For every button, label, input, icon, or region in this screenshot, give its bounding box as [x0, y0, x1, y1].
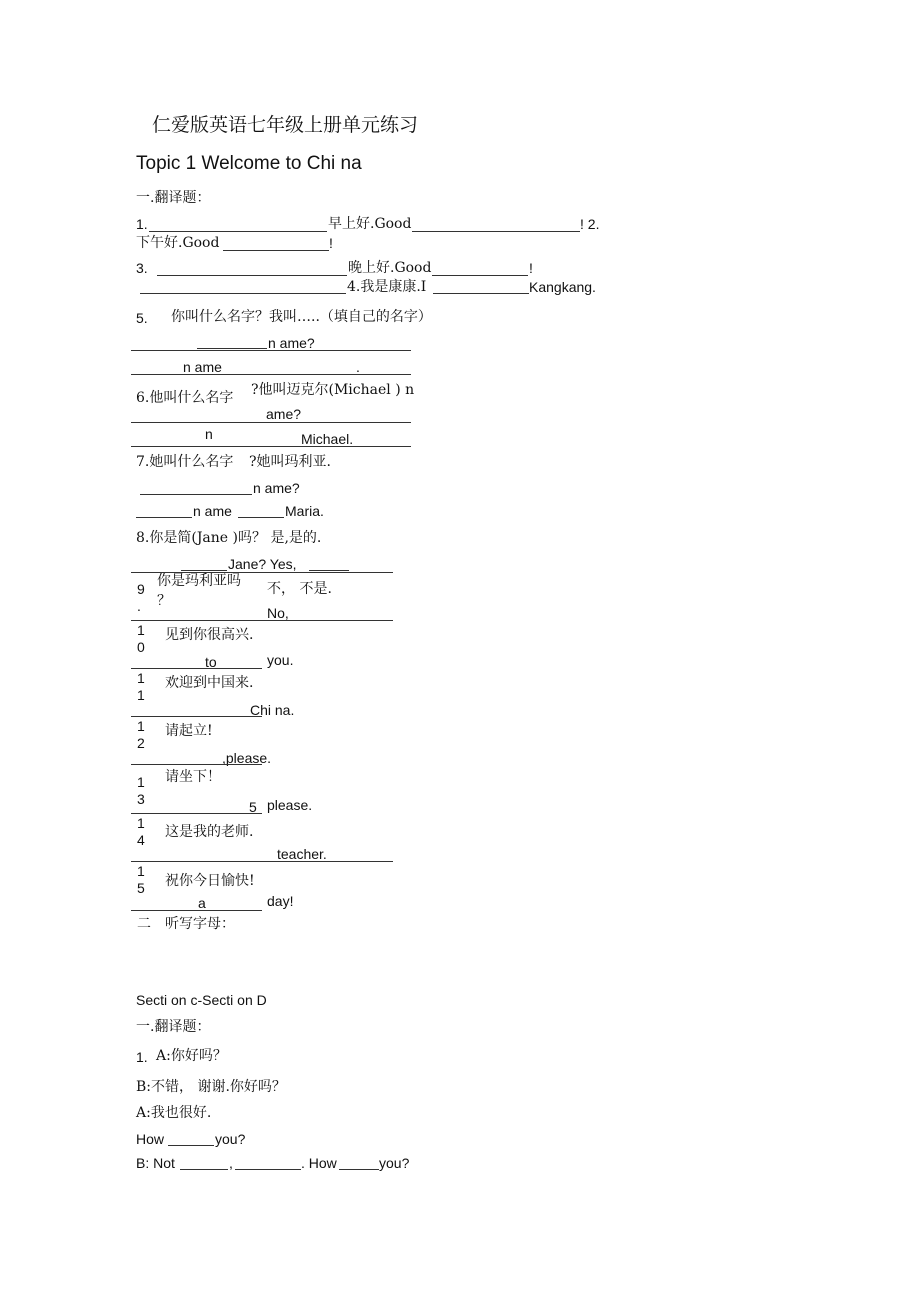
answer-blank[interactable] — [180, 1169, 228, 1170]
question-text: 祝你今日愉快! — [165, 873, 255, 889]
answer-text: Maria. — [285, 503, 324, 519]
answer-text: n ame? — [253, 480, 300, 496]
table-rule — [131, 422, 411, 423]
question-number: 1 — [137, 774, 145, 790]
dialogue-line: . How — [301, 1155, 337, 1171]
table-rule — [131, 374, 411, 375]
section-number: 二 — [137, 916, 151, 932]
section-heading-dictation: 听写字母： — [165, 916, 235, 932]
question-number: 1 — [137, 863, 145, 879]
answer-text: Jane? Yes, — [228, 556, 297, 572]
answer-blank[interactable] — [339, 1169, 379, 1170]
answer-blank[interactable] — [309, 570, 349, 571]
question-number: 1 — [137, 687, 145, 703]
section-heading-translation: 一.翻译题： — [136, 190, 211, 206]
answer-text: a — [198, 895, 206, 911]
table-rule — [131, 861, 393, 862]
dialogue-line: B: Not — [136, 1155, 175, 1171]
answer-blank[interactable] — [181, 570, 227, 571]
question-text: 不， 不是. — [267, 581, 332, 597]
table-rule — [131, 813, 262, 814]
question-text: ame? — [266, 406, 302, 422]
answer-blank[interactable] — [168, 1145, 214, 1146]
question-number: 1. — [136, 1049, 148, 1065]
question-number: 5. — [136, 310, 148, 326]
answer-blank[interactable] — [197, 348, 267, 349]
answer-text: you. — [267, 652, 294, 668]
question-text: 7.她叫什么名字 — [136, 454, 234, 470]
answer-text: . — [356, 359, 360, 375]
question-number: 4 — [137, 832, 145, 848]
question-number: 3 — [137, 791, 145, 807]
question-number: 0 — [137, 639, 145, 655]
question-text: 欢迎到中国来. — [165, 675, 254, 691]
section-title: Secti on c-Secti on D — [136, 992, 267, 1008]
question-text: ?她叫玛利亚. — [249, 454, 331, 470]
answer-text: n ame — [183, 359, 222, 375]
answer-blank[interactable] — [157, 275, 347, 276]
question-number: 2 — [137, 735, 145, 751]
table-rule — [131, 668, 262, 669]
answer-blank[interactable] — [140, 293, 346, 294]
answer-text: 5 — [249, 799, 257, 815]
question-text: 见到你很高兴. — [165, 627, 254, 643]
question-text: 下午好.Good — [136, 235, 220, 251]
answer-text: please. — [267, 797, 313, 813]
question-text: 你叫什么名字？我叫…..（填自己的名字） — [171, 309, 432, 325]
answer-text: Chi na. — [250, 702, 295, 718]
answer-blank[interactable] — [235, 1169, 301, 1170]
answer-text: teacher. — [277, 846, 327, 862]
topic-title: Topic 1 Welcome to Chi na — [136, 153, 362, 174]
answer-text: day! — [267, 893, 294, 909]
answer-blank[interactable] — [149, 231, 327, 232]
question-text: ! 2. — [580, 216, 600, 232]
answer-blank[interactable] — [433, 293, 529, 294]
question-text: 早上好.Good — [328, 216, 412, 232]
dialogue-line: you? — [215, 1131, 246, 1147]
question-number: 1. — [136, 216, 148, 232]
question-text: 请坐下！ — [165, 769, 221, 785]
answer-blank[interactable] — [140, 494, 252, 495]
answer-blank[interactable] — [412, 231, 580, 232]
dialogue-line: , — [229, 1155, 233, 1171]
question-text: ! — [529, 260, 533, 276]
table-rule — [131, 910, 262, 911]
question-text: 请起立! — [165, 723, 213, 739]
question-text: 你是玛利亚吗 — [157, 573, 241, 589]
question-text: 晚上好.Good — [348, 260, 432, 276]
question-number: 3. — [136, 260, 148, 276]
dialogue-line: A:我也很好. — [136, 1105, 212, 1121]
table-rule — [131, 350, 411, 351]
question-number: . — [137, 598, 141, 614]
document-title: 仁爱版英语七年级上册单元练习 — [152, 114, 419, 136]
question-text: Kangkang. — [529, 279, 596, 295]
question-number: 1 — [137, 718, 145, 734]
answer-text: Michael. — [301, 431, 354, 447]
dialogue-line: How — [136, 1131, 165, 1147]
section-heading-translation: 一.翻译题： — [136, 1019, 211, 1035]
answer-blank[interactable] — [223, 250, 329, 251]
answer-text: to — [205, 654, 217, 670]
question-text: 4.我是康康.I — [347, 279, 427, 295]
table-rule — [131, 716, 262, 717]
question-text: 8.你是简(Jane )吗？ 是,是的. — [136, 530, 322, 546]
question-text: ! — [329, 235, 333, 251]
answer-blank[interactable] — [136, 517, 192, 518]
question-number: 5 — [137, 880, 145, 896]
answer-text: n ame — [193, 503, 232, 519]
question-number: 1 — [137, 622, 145, 638]
dialogue-line: B:不错， 谢谢.你好吗？ — [136, 1079, 286, 1095]
question-number: 1 — [137, 815, 145, 831]
answer-text: No, — [267, 605, 289, 621]
dialogue-line: A:你好吗？ — [156, 1048, 227, 1064]
question-number: 1 — [137, 670, 145, 686]
answer-blank[interactable] — [238, 517, 284, 518]
table-rule — [131, 620, 393, 621]
answer-text: ,please. — [222, 750, 272, 766]
question-text: 这是我的老师. — [165, 824, 254, 840]
question-text: ?他叫迈克尔(Michael ) n — [251, 382, 415, 398]
question-number: 9 — [137, 581, 145, 597]
question-text: 6.他叫什么名字 — [136, 390, 234, 406]
question-text: ？ — [157, 593, 171, 609]
answer-text: n ame? — [268, 335, 315, 351]
answer-blank[interactable] — [432, 275, 528, 276]
table-rule — [131, 764, 262, 765]
table-rule — [131, 446, 411, 447]
answer-text: n — [205, 426, 213, 442]
dialogue-line: you? — [379, 1155, 410, 1171]
